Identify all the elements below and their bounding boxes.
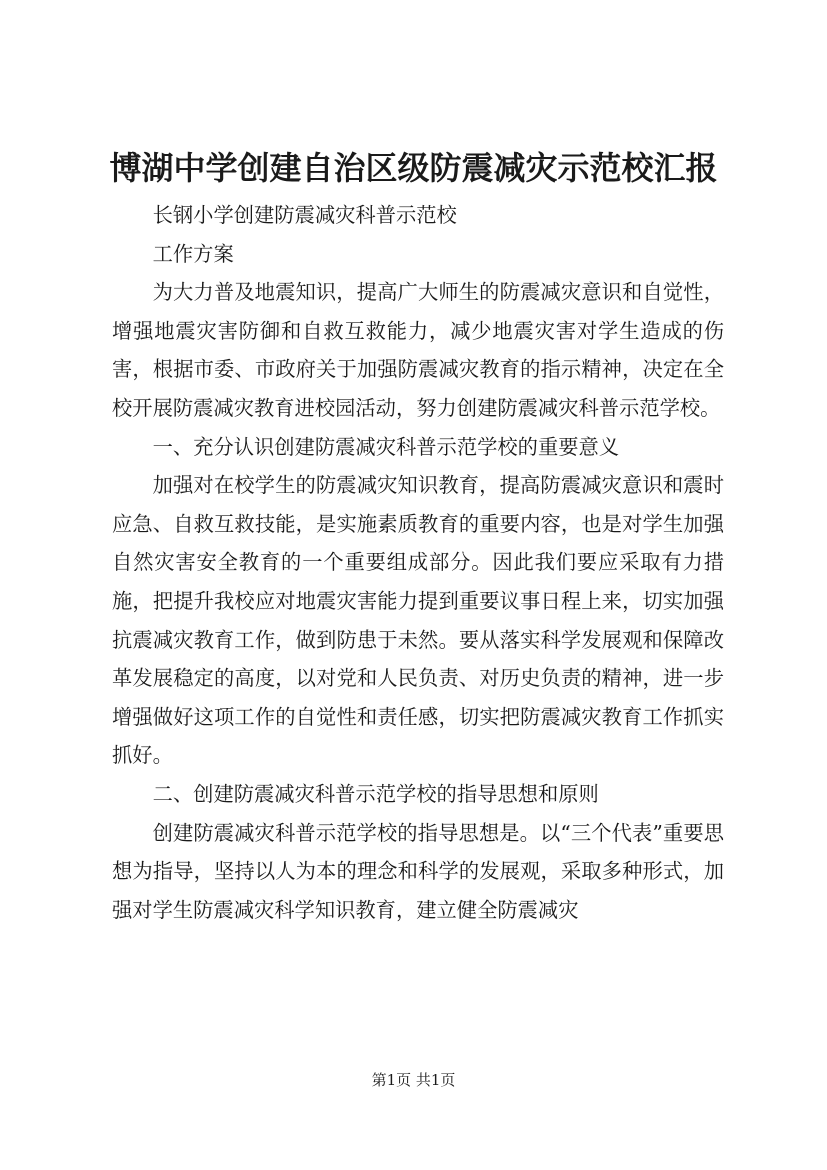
section-heading-2: 二、创建防震减灾科普示范学校的指导思想和原则 xyxy=(152,781,599,806)
page-number-footer: 第1页 共1页 xyxy=(371,1071,456,1089)
paragraph-intro: 为大力普及地震知识，提高广大师生的防震减灾意识和自觉性，增强地震灾害防御和自救互救能力，减少地震灾害对学生造成的伤害，根据市委、市政府关于加强防震减灾教育的指示精神，决定在全校开展防震减灾教育进校园活动，努力创建防震减灾科普示范学校。 xyxy=(112,280,724,420)
paragraph-plan-label: 工作方案 xyxy=(152,241,234,266)
paragraph-section-2: 创建防震减灾科普示范学校的指导思想是。以“三个代表”重要思想为指导，坚持以人为本的理念和科学的发展观，采取多种形式，加强对学生防震减灾科学知识教育，建立健全防震减灾 xyxy=(112,820,724,922)
section-heading-1: 一、充分认识创建防震减灾科普示范学校的重要意义 xyxy=(152,434,620,459)
document-title: 博湖中学创建自治区级防震减灾示范校汇报 xyxy=(109,149,718,187)
paragraph-school-name: 长钢小学创建防震减灾科普示范校 xyxy=(152,203,457,227)
paragraph-section-1: 加强对在校学生的防震减灾知识教育，提高防震减灾意识和震时应急、自救互救技能，是实施素质教育的重要内容，也是对学生加强自然灾害安全教育的一个重要组成部分。因此我们要应采取有力措施，把提升我校应对地震灾害能力提到重要议事日程上来，切实加强抗震减灾教育工作，做到防患于未然。要从落实科学发展观和保障改革发展稳定的高度，以对党和人民负责、对历史负责的精神，进一步增强做好这项工作的自觉性和责任感，切实把防震减灾教育工作抓实抓好。 xyxy=(112,473,724,768)
document-body xyxy=(112,196,724,929)
